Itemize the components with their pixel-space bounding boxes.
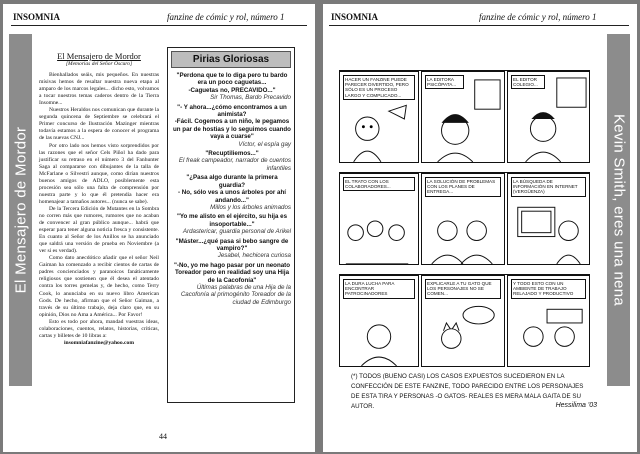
- quotes-box: [167, 47, 295, 403]
- quotes-box-title: Pirias Gloriosas: [171, 51, 291, 68]
- quote-attribution: Millos y los árboles animados: [210, 203, 291, 211]
- panel-caption: LA EDITORA PSICÓPATA...: [425, 75, 464, 89]
- comic-panel: [507, 275, 590, 367]
- comic-panel: [339, 71, 419, 163]
- side-title-band: [607, 34, 630, 386]
- quote-attribution: Últimas palabras de una Hija de la Cacofonía al primogénito Toreador de la ciudad de Edimburgo: [180, 283, 291, 306]
- paragraph: Nuestros Heraldos nos comunican que durante la segunda quincena de Septiembre se celebrará el Primer concurso de Ilustración Mazinger mientras todavía estamos a la espera de conocer el programa de las nuevas CNJ...: [39, 107, 159, 142]
- comic-panel: [421, 71, 505, 163]
- quote: -Fácil. Cogemos a un niño, le pegamos un par de hostias y lo seguimos cuando vaya a cuarse": [173, 118, 291, 141]
- quote: "-No, yo me hago pasar por un neonato Toreador pero en realidad soy una Hija de la Cacofonía": [173, 261, 291, 284]
- panel-caption: EL TRATO CON LOS COLABORADORES...: [343, 177, 415, 191]
- quote: "Perdona que te lo diga pero tu bardo era un poco caguetas...: [176, 72, 288, 87]
- quotes-list: [173, 72, 291, 308]
- quote-attribution: Jesabel, hechicera curiosa: [217, 252, 291, 260]
- quote-attribution: Víctor, el espía gay: [238, 140, 291, 148]
- quote-attribution: Sir Thomas, Bardo Precavido: [210, 94, 291, 102]
- paragraph: Bienhallados seáis, mis pequeños. En nuestras mísivas hemos de resaltar nuestra nueva etapa al amparo de los marcos legales... dicho esto, volvamos a tocar nuestros temas caderos dentro de la Tierra Insomne...: [39, 72, 159, 107]
- quote-attribution: Ardastericar, guardia personal de Arikel: [182, 228, 291, 236]
- magazine-name: INSOMNIA: [13, 12, 61, 22]
- comic-panel: [339, 275, 419, 367]
- magazine-subtitle: fanzine de cómic y rol, número 1: [479, 12, 597, 22]
- header-rule: [329, 25, 629, 26]
- article-title: El Mensajero de Mordor: [57, 51, 141, 61]
- panel-caption: LA SOLUCIÓN DE PROBLEMAS CON LOS PLANES DE ENTREGA...: [425, 177, 501, 197]
- comic-panel: [421, 173, 505, 265]
- magazine-name: INSOMNIA: [331, 12, 379, 22]
- panel-caption: Y TODO ESTO CON UN AMBIENTE DE TRABAJO RELAJADO Y PRODUCTIVO: [511, 279, 586, 299]
- panel-caption: LA DURA LUCHA PARA ENCONTRAR PATROCINADORES: [343, 279, 415, 299]
- quote: "Yo me alisto en el ejército, su hija es insoportable...": [176, 213, 288, 228]
- quote: "Máster...¿qué pasa si bebo sangre de vampiro?": [175, 237, 289, 252]
- side-title: El Mensajero de Mordor: [12, 126, 29, 294]
- panel-caption: EL EDITOR COLEGIO...: [511, 75, 545, 89]
- article-column: [39, 51, 159, 347]
- quote: "¿Pasa algo durante la primera guardia?: [186, 174, 278, 189]
- paragraph: Esto es todo por ahora, mandad vuestras ideas, colaboraciones, cuentos, relatos, historias, críticas, cartas y billetes de 10 libras a:: [39, 318, 159, 339]
- left-page: [3, 4, 315, 452]
- comic-panel: [507, 173, 590, 265]
- paragraph: Como dato anecdótico añadir que el señor Neil Gaiman ha comenzado a recibir cientos de cartas de padres concienciados y paranoicos fanáticamente religiosos que sostienen que él desea el atentado contra los torres gemelas y, de hecho, como Terry Cook, lo anunciaba en su nuevo libro American Gods. De hecho, afirman que el Señor Gaiman, a través de su último trabajo, deja claro que, en su opinión, Dios no Ama a América... Por Favor!: [39, 255, 159, 318]
- quote-attribution: El freak campeador, narrador de cuentos infantiles: [178, 157, 291, 172]
- page-number: 44: [159, 432, 167, 441]
- magazine-subtitle: fanzine de cómic y rol, número 1: [167, 12, 285, 22]
- quote: "Recuptiliemos...": [205, 150, 259, 158]
- comic-row: [339, 172, 590, 264]
- side-title: Kevin Smith, eres una nena: [610, 113, 627, 307]
- panel-caption: EXPLICARLE A TU GATO QUE LOS PERSONAJES NO SE COMEN...: [425, 279, 501, 299]
- comic-row: [339, 274, 590, 366]
- comic-panel: [339, 173, 419, 265]
- quote: - No, sólo ves a unos árboles por ahí andando...": [178, 189, 286, 204]
- paragraph: Por otro lado nos hemos visto sorprendidos por las razones que el señor Cels Piñol ha dado para justificar su retraso en el número 3 del Fanhunter Saga al compararse con dibujantes de la talla de McFarlane o Silvestri aunque, como dirían nuestros buenos amigos de ADLO, posiblemente esta procesión sea sólo una falta de comprensión por nuestra parte y lo que él pretendía hacer era homenajear a tamaños autores... (nunca se sabe).: [39, 142, 159, 205]
- comic-row: [339, 70, 590, 162]
- panel-caption: HACER UN FANZINE PUEDE PARECER DIVERTIDO, PERO SÓLO ES UN PROCESO LARGO Y COMPLICADO...: [343, 75, 415, 100]
- article-subtitle: [Memorias del Señor Oscuro]: [65, 61, 133, 67]
- side-title-band: [9, 34, 32, 386]
- comic-panel: [421, 275, 505, 367]
- contact-email[interactable]: insomniafanzine@yahoo.com: [63, 339, 134, 346]
- right-page: [323, 4, 637, 452]
- author-signature: Hessilima '03: [555, 402, 597, 409]
- header-rule: [11, 25, 307, 26]
- panel-caption: LA BÚSQUEDA DE INFORMACIÓN EN INTERNET (VERGÜENZA): [511, 177, 586, 197]
- strip-footnote: (*) TODOS (BUENO CASI) LOS CASOS EXPUESTOS SUCEDIERON EN LA CONFECCIÓN DE ESTE FANZINE, TODO PARECIDO ENTRE LOS PERSONAJES DE ESTA TIRA Y PERSONAS -O GATOS- REALES ES MERA MALA GAITA DE SU AUTOR.: [351, 373, 584, 410]
- quote: -Caguetas no, PRECAVIDO...": [188, 86, 276, 94]
- comic-panel: [507, 71, 590, 163]
- paragraph: De la Tercera Edición de Mutantes en la Sombra no corren más que rumores, rumores que no acaban de convencer al gran público aunque... habrá que esperar para tener alguna noticia fresca y consistente. En cuanto al Señor de los Anillos se ha anunciado que saldrá una versión de prueba en Noviembre (a ver si es verdad).: [39, 205, 159, 255]
- quote: "- Y ahora...¿cómo encontramos a un animista?: [177, 103, 287, 119]
